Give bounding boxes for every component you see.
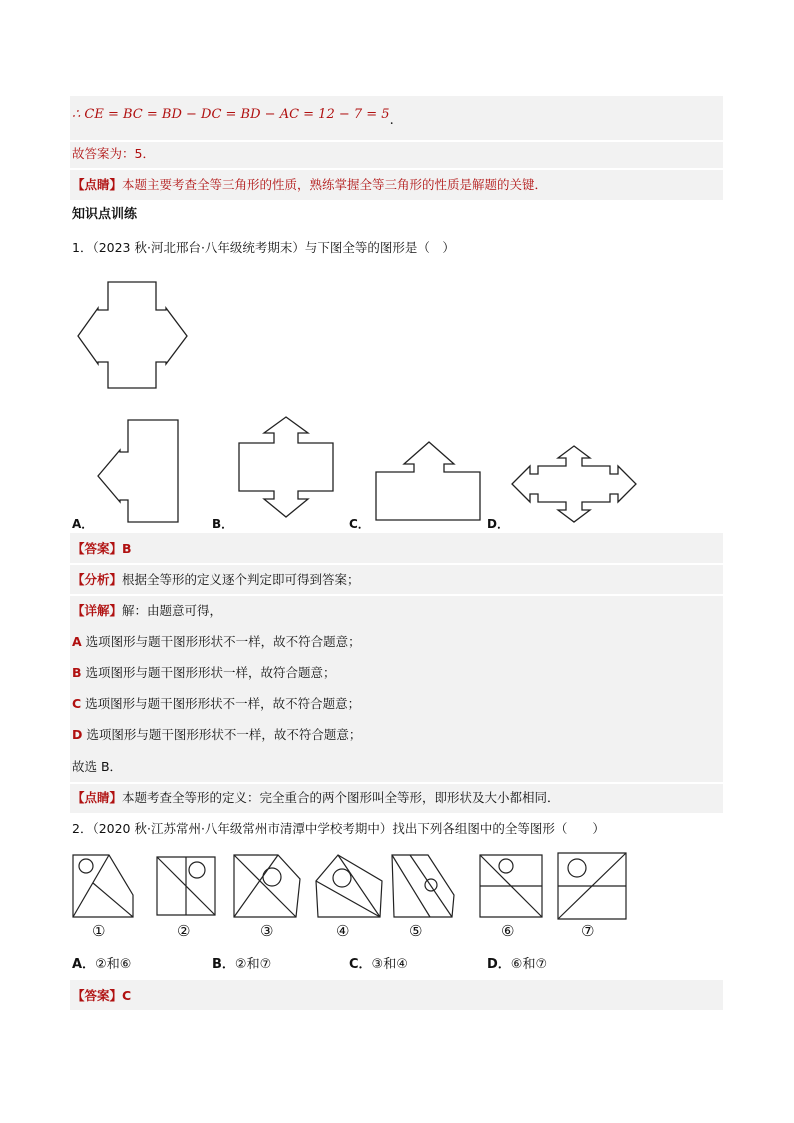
q1-detail-a-letter: A (72, 634, 82, 649)
q1-option-b-figure (236, 415, 336, 519)
q1-choose-line: 故选 B． (72, 759, 123, 774)
q1-comment-text: 本题考查全等形的定义：完全重合的两个图形叫全等形，即形状及大小都相同． (122, 790, 560, 805)
q1-detail-b-text: 选项图形与题干图形形状一样，故符合题意； (81, 665, 336, 680)
section-title: 知识点训练 (72, 207, 138, 222)
q1-option-b-shape (239, 417, 333, 517)
q2-answer-line (72, 988, 131, 1004)
q2-label-5: ⑤ (409, 922, 423, 940)
q1-option-b-label: B． (212, 517, 234, 531)
q1-option-a-figure (96, 418, 182, 524)
q1-detail-c-text: 选项图形与题干图形形状不一样，故不符合题意； (81, 696, 361, 711)
q2-option-b-letter: B． (212, 957, 235, 972)
q2-option-b (212, 957, 271, 973)
band-q1-answer (70, 533, 723, 563)
q2-label-2: ② (177, 922, 191, 940)
q1-comment-tag: 【点睛】 (72, 790, 123, 805)
q2-option-a-letter: A． (72, 957, 96, 972)
q2-option-a (72, 957, 131, 973)
q1-analysis-line (72, 572, 360, 588)
q1-detail-d (72, 727, 361, 743)
answer-line: 故答案为：5． (72, 146, 155, 161)
q1-detail-b (72, 665, 336, 681)
q1-comment-line (72, 790, 560, 806)
q1-answer-line (72, 541, 132, 557)
math-period: . (389, 113, 394, 128)
q1-detail-a-text: 选项图形与题干图形形状不一样，故不符合题意； (81, 634, 361, 649)
q2-answer-tag: 【答案】 (72, 988, 123, 1003)
q1-option-c-label: C． (349, 517, 370, 531)
q2-label-6: ⑥ (501, 922, 515, 940)
q2-label-1: ① (92, 922, 106, 940)
q2-fig5-outline (392, 855, 454, 917)
q1-detail-b-letter: B (72, 665, 82, 680)
q1-option-a-shape (98, 420, 178, 522)
q2-fig7-circle (568, 859, 586, 877)
q1-option-d-figure (510, 444, 638, 524)
q2-fig4-diagonal-b (316, 881, 380, 917)
q2-stem: 2．（2020 秋·江苏常州·八年级常州市清潭中学校考期中）找出下列各组图中的全等图形（ ） (72, 821, 605, 836)
q1-answer-tag: 【答案】 (72, 541, 123, 556)
q2-figure-7 (556, 851, 628, 921)
q1-analysis-text: 根据全等形的定义逐个判定即可得到答案； (122, 572, 360, 587)
q2-fig4-diagonal-a (338, 855, 380, 917)
q1-answer-value: B (122, 541, 132, 556)
q1-detail-text: 解：由题意可得， (122, 603, 223, 618)
q1-main-figure (76, 280, 190, 390)
q2-figure-4 (314, 853, 384, 919)
q2-fig1-circle (79, 859, 93, 873)
math-expression: ∴ CE = BC = BD − DC = BD − AC = 12 − 7 = 5 (72, 107, 390, 122)
band-answer (70, 142, 723, 168)
q2-fig5-split (392, 855, 430, 917)
q2-option-b-text: ②和⑦ (234, 957, 272, 972)
q2-figure-1 (71, 853, 135, 919)
comment-text: 本题主要考查全等三角形的性质，熟练掌握全等三角形的性质是解题的关键． (122, 177, 548, 192)
q2-answer-value: C (122, 988, 132, 1003)
q2-label-7: ⑦ (581, 922, 595, 940)
q2-option-a-text: ②和⑥ (95, 957, 132, 972)
q2-fig1-diagonal (73, 855, 109, 917)
q2-figure-3 (232, 853, 302, 919)
q1-option-d-shape (512, 446, 636, 522)
band-q2-answer (70, 980, 723, 1010)
q1-main-shape (78, 282, 187, 388)
q2-fig6-circle (499, 859, 513, 873)
q2-fig3-circle (263, 868, 281, 886)
q1-stem: 1．（2023 秋·河北邢台·八年级统考期末）与下图全等的图形是（ ） (72, 240, 455, 255)
q2-option-c-text: ③和④ (371, 957, 408, 972)
q1-detail-tag: 【详解】 (72, 603, 123, 618)
q2-option-c-letter: C． (349, 957, 372, 972)
q2-fig1-split (93, 883, 133, 917)
math-conclusion (72, 107, 394, 128)
q1-option-a-label: A． (72, 517, 94, 531)
q2-label-4: ④ (336, 922, 350, 940)
q2-option-d-text: ⑥和⑦ (510, 957, 548, 972)
q2-figure-5 (390, 853, 458, 919)
q1-detail-c (72, 696, 360, 712)
q1-option-c-shape (376, 442, 480, 520)
q2-fig5-diagonal (410, 855, 452, 917)
q1-detail-line (72, 603, 222, 619)
q1-option-d-label: D． (487, 517, 509, 531)
q2-fig2-circle (189, 862, 205, 878)
q2-fig4-circle (333, 869, 351, 887)
q2-label-3: ③ (260, 922, 274, 940)
q1-option-c-figure (374, 440, 484, 524)
q2-option-d-letter: D． (487, 957, 511, 972)
q1-analysis-tag: 【分析】 (72, 572, 123, 587)
comment-line (72, 177, 547, 193)
q2-figure-2 (155, 855, 217, 917)
q2-figure-6 (478, 853, 544, 919)
q1-detail-c-letter: C (72, 696, 82, 711)
band-q1-detail (70, 596, 723, 782)
q1-detail-d-text: 选项图形与题干图形形状不一样，故不符合题意； (82, 727, 362, 742)
q2-option-d (487, 957, 547, 973)
q2-option-c (349, 957, 408, 973)
q1-detail-a (72, 634, 361, 650)
comment-tag: 【点睛】 (72, 177, 123, 192)
q1-detail-d-letter: D (72, 727, 83, 742)
